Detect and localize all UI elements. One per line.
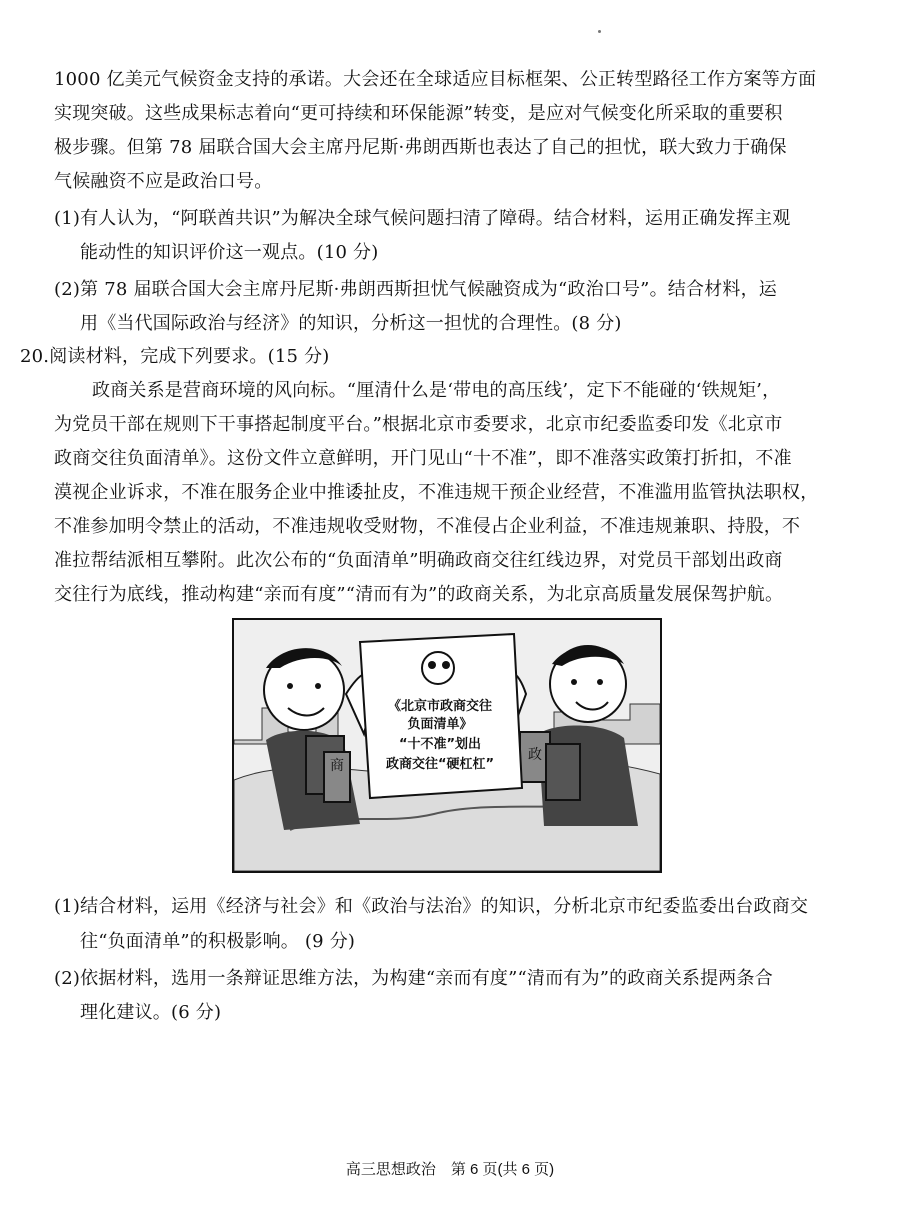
poster-line-3: “十不准”划出 bbox=[398, 737, 482, 752]
material-line-1: 政商关系是营商环境的风向标。“厘清什么是‘带电的高压线’，定下不能碰的‘铁规矩’， bbox=[92, 380, 781, 401]
page-footer: 高三思想政治 第 6 页(共 6 页) bbox=[345, 1161, 555, 1178]
poster-line-1: 《北京市政商交往 bbox=[387, 699, 493, 714]
question-20-heading: 20.阅读材料，完成下列要求。(15 分) bbox=[20, 346, 330, 367]
question-20-2-line-2: 理化建议。(6 分) bbox=[80, 1002, 222, 1023]
material-line-7: 交往行为底线，推动构建“亲而有度”“清而有为”的政商关系，为北京高质量发展保驾护航。 bbox=[54, 584, 784, 605]
question-19-1-line-1: (1)有人认为，“阿联酋共识”为解决全球气候问题扫清了障碍。结合材料，运用正确发挥主观 bbox=[54, 208, 791, 229]
question-20-1-line-2: 往“负面清单”的积极影响。 (9 分) bbox=[80, 931, 356, 952]
material-line-2: 为党员干部在规则下干事搭起制度平台。”根据北京市委要求，北京市纪委监委印发《北京市 bbox=[54, 414, 783, 435]
question-19-1-line-2: 能动性的知识评价这一观点。(10 分) bbox=[80, 242, 379, 263]
cartoon-image bbox=[232, 618, 662, 873]
material-line-5: 不准参加明令禁止的活动，不准违规收受财物，不准侵占企业利益，不准违规兼职、持股，不 bbox=[54, 516, 801, 537]
question-20-2-line-1: (2)依据材料，选用一条辩证思维方法，为构建“亲而有度”“清而有为”的政商关系提两条合 bbox=[54, 968, 773, 989]
right-book-label: 政 bbox=[528, 747, 542, 763]
poster-line-2: 负面清单》 bbox=[407, 717, 473, 732]
question-20-1-line-1: (1)结合材料，运用《经济与社会》和《政治与法治》的知识，分析北京市纪委监委出台政商交 bbox=[54, 896, 809, 917]
material-line-6: 准拉帮结派相互攀附。此次公布的“负面清单”明确政商交往红线边界，对党员干部划出政商 bbox=[54, 550, 783, 571]
text-line-2: 实现突破。这些成果标志着向“更可持续和环保能源”转变，是应对气候变化所采取的重要积 bbox=[54, 103, 783, 124]
question-19-2-line-1: (2)第 78 届联合国大会主席丹尼斯·弗朗西斯担忧气候融资成为“政治口号”。结合材料，运 bbox=[54, 279, 777, 300]
text-line-1: 1000 亿美元气候资金支持的承诺。大会还在全球适应目标框架、公正转型路径工作方案等方面 bbox=[54, 69, 817, 90]
text-line-4: 气候融资不应是政治口号。 bbox=[54, 171, 273, 192]
poster-line-4: 政商交往“硬杠杠” bbox=[385, 757, 495, 772]
material-line-3: 政商交往负面清单》。这份文件立意鲜明，开门见山“十不准”，即不准落实政策打折扣，不准 bbox=[54, 448, 792, 469]
text-line-3: 极步骤。但第 78 届联合国大会主席丹尼斯·弗朗西斯也表达了自己的担忧，联大致力于确保 bbox=[54, 137, 787, 158]
material-line-4: 漠视企业诉求，不准在服务企业中推诿扯皮，不准违规干预企业经营，不准滥用监管执法职权， bbox=[54, 482, 819, 503]
poster bbox=[360, 634, 522, 798]
scan-dot bbox=[598, 30, 601, 33]
left-book-label: 商 bbox=[330, 758, 344, 774]
question-19-2-line-2: 用《当代国际政治与经济》的知识，分析这一担忧的合理性。(8 分) bbox=[80, 313, 622, 334]
